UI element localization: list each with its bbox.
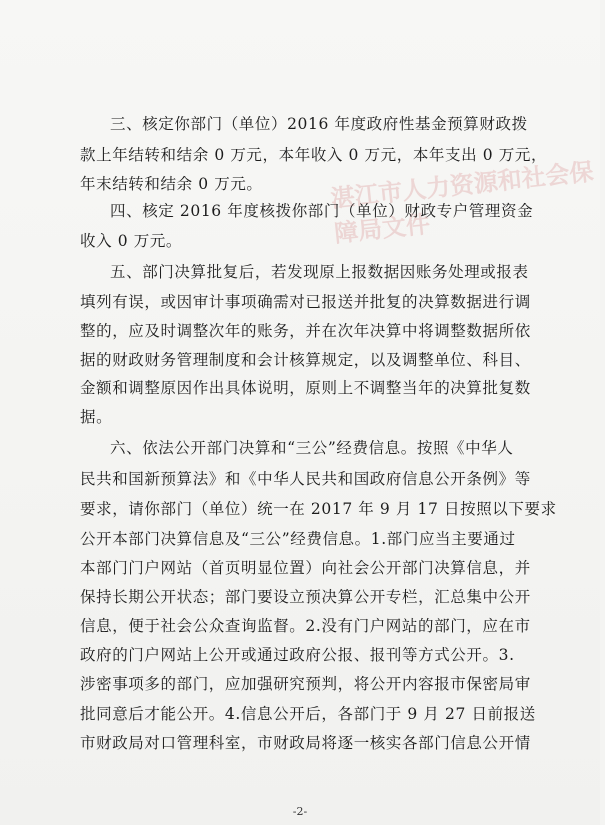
page-number: -2- (292, 805, 308, 818)
text-line: 保持长期公开状态；部门要设立预决算公开专栏，汇总集中公开 (80, 588, 531, 606)
bleed-through-watermark: 湛江市人力资源和社会保障局文件 (329, 156, 595, 248)
text-line: 六、依法公开部门决算和“三公”经费信息。按照《中华人 (110, 439, 514, 457)
text-line: 金额和调整原因作出具体说明，原则上不调整当年的决算批复数 (80, 379, 531, 397)
text-line: 批同意后才能公开。4.信息公开后，各部门于 9 月 27 日前报送 (80, 705, 536, 723)
text-line: 本部门门户网站（首页明显位置）向社会公开部门决算信息，并 (80, 559, 531, 577)
text-line: 涉密事项多的部门，应加强研究预判，将公开内容报市保密局审 (80, 675, 531, 693)
text-line: 整的，应及时调整次年的账务，并在次年决算中将调整数据所依 (80, 322, 531, 340)
text-line: 款上年结转和结余 0 万元，本年收入 0 万元，本年支出 0 万元， (80, 146, 548, 164)
text-line: 四、核定 2016 年度核拨你部门（单位）财政专户管理资金 (110, 202, 534, 220)
text-line: 据。 (80, 408, 113, 426)
text-line: 五、部门决算批复后，若发现原上报数据因账务处理或报表 (110, 263, 529, 281)
text-line: 市财政局对口管理科室，市财政局将逐一核实各部门信息公开情 (80, 734, 531, 752)
text-line: 收入 0 万元。 (80, 232, 183, 250)
text-line: 据的财政财务管理制度和会计核算规定，以及调整单位、科目、 (80, 351, 531, 369)
text-line: 要求，请你部门（单位）统一在 2017 年 9 月 17 日按照以下要求 (80, 500, 557, 518)
text-line: 三、核定你部门（单位）2016 年度政府性基金预算财政拨 (110, 115, 528, 133)
text-line: 政府的门户网站上公开或通过政府公报、报刊等方式公开。3. (80, 646, 515, 664)
text-line: 民共和国新预算法》和《中华人民共和国政府信息公开条例》等 (80, 470, 531, 488)
text-line: 信息，便于社会公众查询监督。2.没有门户网站的部门，应在市 (80, 617, 531, 635)
text-line: 公开本部门决算信息及“三公”经费信息。1.部门应当主要通过 (80, 530, 516, 548)
text-line: 年末结转和结余 0 万元。 (80, 175, 263, 193)
text-line: 填列有误，或因审计事项确需对已报送并批复的决算数据进行调 (80, 293, 531, 311)
